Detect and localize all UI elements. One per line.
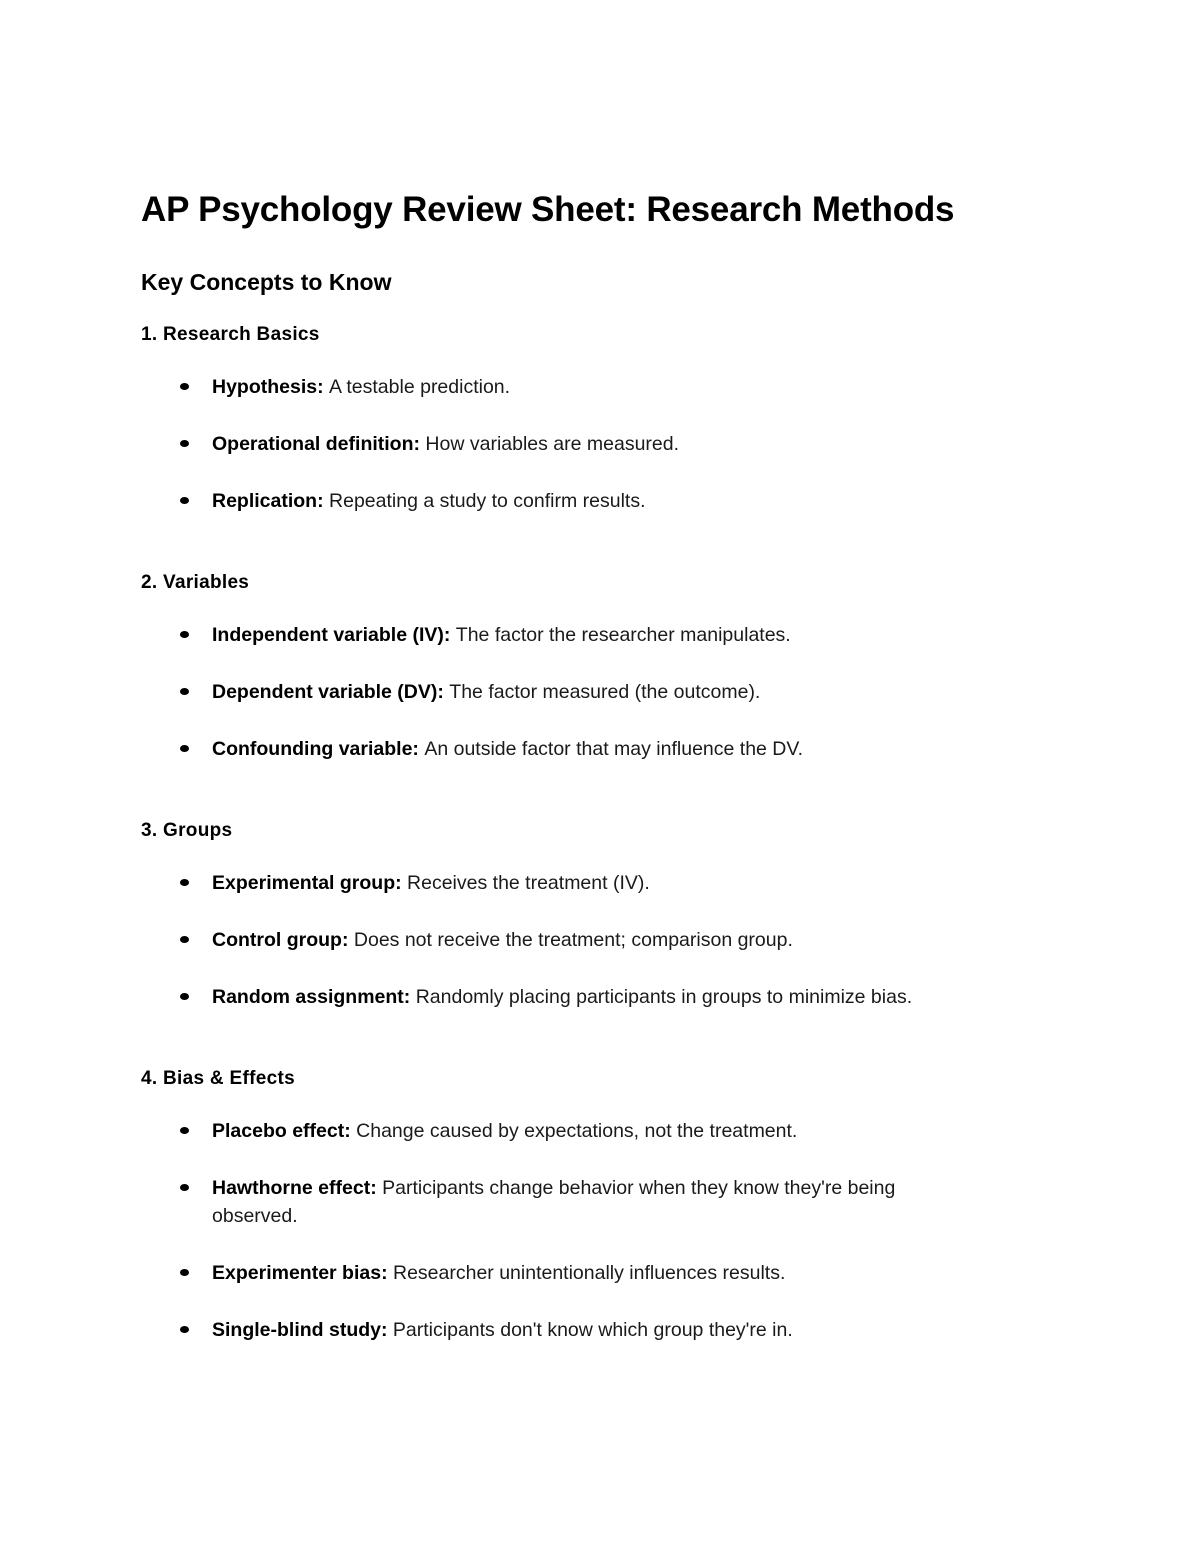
item-description: Participants don't know which group they're in. [392,1319,793,1341]
item-description: How variables are measured. [425,433,680,455]
list-item [141,1174,982,1230]
bullet-icon [180,1127,189,1134]
bullet-icon [180,497,189,504]
item-description: Randomly placing participants in groups to minimize bias. [415,986,913,1008]
bullet-icon [180,993,189,1000]
list-item [141,983,982,1011]
section-heading: 3. Groups [141,820,233,841]
bullet-list [141,373,1041,515]
section-variables [141,570,1041,763]
list-item [141,678,982,706]
document-subtitle: Key Concepts to Know [141,269,392,295]
list-item [141,735,982,763]
section-heading: 4. Bias & Effects [141,1068,295,1089]
bullet-icon [180,879,189,886]
list-item [141,487,982,515]
bullet-icon [180,936,189,943]
section-bias-effects [141,1066,1041,1344]
list-item [141,430,982,458]
item-description: Change caused by expectations, not the treatment. [356,1120,798,1142]
item-description: Researcher unintentionally influences results. [392,1262,786,1284]
document-title: AP Psychology Review Sheet: Research Methods [141,190,955,229]
item-term: Operational definition: [212,433,426,455]
item-description: The factor measured (the outcome). [449,681,761,703]
list-item [141,1117,982,1145]
list-item [141,869,982,897]
item-description: An outside factor that may influence the DV. [424,738,804,760]
item-term: Dependent variable (DV): [212,681,450,703]
item-term: Hypothesis: [212,376,330,398]
bullet-list [141,1117,1041,1344]
item-term: Experimenter bias: [212,1262,393,1284]
list-item [141,621,982,649]
bullet-icon [180,745,189,752]
item-description: The factor the researcher manipulates. [455,624,791,646]
item-term: Placebo effect: [212,1120,357,1142]
document-page [141,184,1041,1344]
bullet-icon [180,383,189,390]
item-description: Participants change behavior when they know they're being observed. [212,1177,896,1227]
section-heading: 1. Research Basics [141,324,320,345]
item-term: Single-blind study: [212,1319,393,1341]
list-item [141,373,982,401]
section-heading: 2. Variables [141,572,250,593]
item-term: Random assignment: [212,986,416,1008]
item-description: A testable prediction. [329,376,511,398]
bullet-list [141,621,1041,763]
item-term: Experimental group: [212,872,408,894]
section-research-basics [141,322,1041,515]
bullet-icon [180,631,189,638]
list-item [141,1259,982,1287]
item-description: Repeating a study to confirm results. [329,490,646,512]
bullet-list [141,869,1041,1011]
item-description: Does not receive the treatment; comparison group. [353,929,793,951]
bullet-icon [180,688,189,695]
list-item [141,1316,982,1344]
bullet-icon [180,1326,189,1333]
item-term: Independent variable (IV): [212,624,456,646]
item-description: Receives the treatment (IV). [407,872,650,894]
item-term: Control group: [212,929,354,951]
bullet-icon [180,440,189,447]
item-term: Confounding variable: [212,738,425,760]
bullet-icon [180,1184,189,1191]
bullet-icon [180,1269,189,1276]
section-groups [141,818,1041,1011]
item-term: Replication: [212,490,330,512]
list-item [141,926,982,954]
item-term: Hawthorne effect: [212,1177,383,1199]
